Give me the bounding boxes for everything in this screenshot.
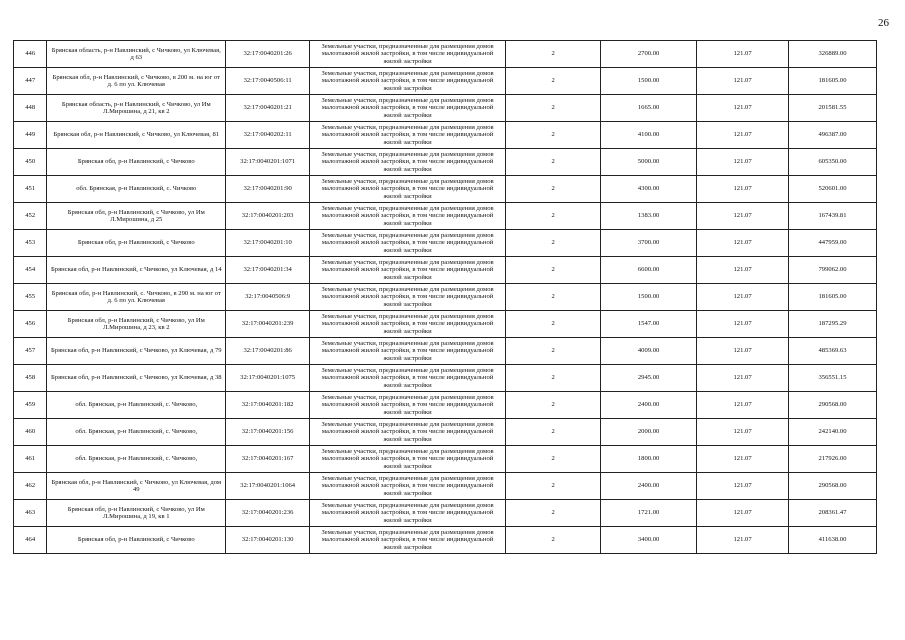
address-cell: обл. Брянская, р-н Навлинский, с. Чичково, (47, 392, 226, 419)
row-number-cell: 450 (14, 149, 47, 176)
row-number-cell: 462 (14, 473, 47, 500)
row-number-cell: 448 (14, 95, 47, 122)
row-number-cell: 451 (14, 176, 47, 203)
specific-value-cell: 121.07 (697, 446, 789, 473)
area-cell: 4009.00 (601, 338, 697, 365)
specific-value-cell: 121.07 (697, 203, 789, 230)
area-cell: 3400.00 (601, 527, 697, 554)
row-number-cell: 449 (14, 122, 47, 149)
permitted-use-cell: Земельные участки, предназначенные для размещения домов малоэтажной жилой застройки, в том числе индивидуальной жилой застройки (310, 284, 506, 311)
category-cell: 2 (506, 311, 601, 338)
cadastral-value-cell: 242140.00 (789, 419, 877, 446)
address-cell: Брянская обл, р-н Навлинский, с Чичково, ул Ключевая, 81 (47, 122, 226, 149)
table-row (14, 500, 877, 527)
permitted-use-cell: Земельные участки, предназначенные для размещения домов малоэтажной жилой застройки, в том числе индивидуальной жилой застройки (310, 527, 506, 554)
table-row (14, 473, 877, 500)
permitted-use-cell: Земельные участки, предназначенные для размещения домов малоэтажной жилой застройки, в том числе индивидуальной жилой застройки (310, 122, 506, 149)
table-row (14, 284, 877, 311)
cadastral-number-cell: 32:17:0040506:11 (226, 68, 310, 95)
specific-value-cell: 121.07 (697, 284, 789, 311)
permitted-use-cell: Земельные участки, предназначенные для размещения домов малоэтажной жилой застройки, в том числе индивидуальной жилой застройки (310, 446, 506, 473)
address-cell: Брянская обл, р-н Навлинский, с Чичково, ул Ключевая, д 38 (47, 365, 226, 392)
permitted-use-cell: Земельные участки, предназначенные для размещения домов малоэтажной жилой застройки, в том числе индивидуальной жилой застройки (310, 257, 506, 284)
row-number-cell: 453 (14, 230, 47, 257)
table-row (14, 365, 877, 392)
row-number-cell: 447 (14, 68, 47, 95)
permitted-use-cell: Земельные участки, предназначенные для размещения домов малоэтажной жилой застройки, в том числе индивидуальной жилой застройки (310, 473, 506, 500)
address-cell: Брянская обл, р-н Навлинский, с Чичково, в 200 м. на юг от д. 6 по ул. Ключевая (47, 68, 226, 95)
permitted-use-cell: Земельные участки, предназначенные для размещения домов малоэтажной жилой застройки, в том числе индивидуальной жилой застройки (310, 95, 506, 122)
cadastral-number-cell: 32:17:0040201:239 (226, 311, 310, 338)
address-cell: обл. Брянская, р-н Навлинский, с. Чичково, (47, 419, 226, 446)
cadastral-number-cell: 32:17:0040201:1075 (226, 365, 310, 392)
table-row (14, 419, 877, 446)
cadastral-value-cell: 290568.00 (789, 473, 877, 500)
address-cell: Брянская обл, р-н Навлинский, с Чичково, ул Ключевая, д 14 (47, 257, 226, 284)
category-cell: 2 (506, 284, 601, 311)
cadastral-value-cell: 290568.00 (789, 392, 877, 419)
cadastral-value-cell: 485369.63 (789, 338, 877, 365)
permitted-use-cell: Земельные участки, предназначенные для размещения домов малоэтажной жилой застройки, в том числе индивидуальной жилой застройки (310, 41, 506, 68)
area-cell: 2945.00 (601, 365, 697, 392)
table-row (14, 446, 877, 473)
permitted-use-cell: Земельные участки, предназначенные для размещения домов малоэтажной жилой застройки, в том числе индивидуальной жилой застройки (310, 365, 506, 392)
specific-value-cell: 121.07 (697, 68, 789, 95)
permitted-use-cell: Земельные участки, предназначенные для размещения домов малоэтажной жилой застройки, в том числе индивидуальной жилой застройки (310, 203, 506, 230)
cadastral-value-cell: 167439.81 (789, 203, 877, 230)
row-number-cell: 455 (14, 284, 47, 311)
address-cell: Брянская обл, р-н Навлинский, с Чичково, ул Им Л.Мирошина, д 23, кв 2 (47, 311, 226, 338)
category-cell: 2 (506, 95, 601, 122)
cadastral-number-cell: 32:17:0040201:86 (226, 338, 310, 365)
table-row (14, 311, 877, 338)
specific-value-cell: 121.07 (697, 95, 789, 122)
cadastral-number-cell: 32:17:0040506:9 (226, 284, 310, 311)
area-cell: 2400.00 (601, 473, 697, 500)
row-number-cell: 454 (14, 257, 47, 284)
address-cell: Брянская обл, р-н Навлинский, с Чичково, ул Ключевая, д 79 (47, 338, 226, 365)
cadastral-number-cell: 32:17:0040201:21 (226, 95, 310, 122)
cadastral-number-cell: 32:17:0040201:34 (226, 257, 310, 284)
table-row (14, 392, 877, 419)
category-cell: 2 (506, 122, 601, 149)
cadastral-value-cell: 496387.00 (789, 122, 877, 149)
cadastral-value-cell: 799062.00 (789, 257, 877, 284)
specific-value-cell: 121.07 (697, 473, 789, 500)
table-body (14, 41, 877, 554)
address-cell: обл. Брянская, р-н Навлинский, с. Чичково (47, 176, 226, 203)
address-cell: Брянская область, р-н Навлинский, с Чичково, ул Ключевая, д 63 (47, 41, 226, 68)
specific-value-cell: 121.07 (697, 365, 789, 392)
cadastral-value-cell: 181605.00 (789, 284, 877, 311)
table-row (14, 203, 877, 230)
cadastral-number-cell: 32:17:0040202:11 (226, 122, 310, 149)
specific-value-cell: 121.07 (697, 176, 789, 203)
cadastral-value-cell: 208361.47 (789, 500, 877, 527)
table-row (14, 149, 877, 176)
table-row (14, 176, 877, 203)
permitted-use-cell: Земельные участки, предназначенные для размещения домов малоэтажной жилой застройки, в том числе индивидуальной жилой застройки (310, 176, 506, 203)
address-cell: Брянская обл, р-н Навлинский, с Чичково (47, 149, 226, 176)
cadastral-value-cell: 181605.00 (789, 68, 877, 95)
address-cell: Брянская обл, р-н Навлинский, с Чичково, ул Им Л.Мирошина, д 25 (47, 203, 226, 230)
permitted-use-cell: Земельные участки, предназначенные для размещения домов малоэтажной жилой застройки, в том числе индивидуальной жилой застройки (310, 68, 506, 95)
category-cell: 2 (506, 365, 601, 392)
specific-value-cell: 121.07 (697, 500, 789, 527)
permitted-use-cell: Земельные участки, предназначенные для размещения домов малоэтажной жилой застройки, в том числе индивидуальной жилой застройки (310, 311, 506, 338)
area-cell: 3700.00 (601, 230, 697, 257)
table-row (14, 257, 877, 284)
area-cell: 1383.00 (601, 203, 697, 230)
cadastral-number-cell: 32:17:0040201:203 (226, 203, 310, 230)
permitted-use-cell: Земельные участки, предназначенные для размещения домов малоэтажной жилой застройки, в том числе индивидуальной жилой застройки (310, 149, 506, 176)
category-cell: 2 (506, 338, 601, 365)
cadastral-value-cell: 411638.00 (789, 527, 877, 554)
area-cell: 1721.00 (601, 500, 697, 527)
table-row (14, 95, 877, 122)
area-cell: 1800.00 (601, 446, 697, 473)
cadastral-value-cell: 326889.00 (789, 41, 877, 68)
permitted-use-cell: Земельные участки, предназначенные для размещения домов малоэтажной жилой застройки, в том числе индивидуальной жилой застройки (310, 338, 506, 365)
category-cell: 2 (506, 149, 601, 176)
address-cell: Брянская обл, р-н Навлинский, с Чичково, ул Ключевая, дом 49 (47, 473, 226, 500)
permitted-use-cell: Земельные участки, предназначенные для размещения домов малоэтажной жилой застройки, в том числе индивидуальной жилой застройки (310, 419, 506, 446)
address-cell: обл. Брянская, р-н Навлинский, с. Чичково, (47, 446, 226, 473)
area-cell: 2000.00 (601, 419, 697, 446)
area-cell: 1500.00 (601, 284, 697, 311)
category-cell: 2 (506, 473, 601, 500)
area-cell: 2700.00 (601, 41, 697, 68)
specific-value-cell: 121.07 (697, 122, 789, 149)
specific-value-cell: 121.07 (697, 527, 789, 554)
table-row (14, 230, 877, 257)
table-row (14, 338, 877, 365)
address-cell: Брянская обл, р-н Навлинский, с Чичково, ул Им Л.Мирошина, д 19, кв 1 (47, 500, 226, 527)
category-cell: 2 (506, 68, 601, 95)
category-cell: 2 (506, 230, 601, 257)
area-cell: 6600.00 (601, 257, 697, 284)
row-number-cell: 456 (14, 311, 47, 338)
permitted-use-cell: Земельные участки, предназначенные для размещения домов малоэтажной жилой застройки, в том числе индивидуальной жилой застройки (310, 230, 506, 257)
specific-value-cell: 121.07 (697, 311, 789, 338)
row-number-cell: 459 (14, 392, 47, 419)
category-cell: 2 (506, 446, 601, 473)
category-cell: 2 (506, 500, 601, 527)
specific-value-cell: 121.07 (697, 149, 789, 176)
category-cell: 2 (506, 527, 601, 554)
cadastral-value-cell: 187295.29 (789, 311, 877, 338)
cadastral-number-cell: 32:17:0040201:1064 (226, 473, 310, 500)
permitted-use-cell: Земельные участки, предназначенные для размещения домов малоэтажной жилой застройки, в том числе индивидуальной жилой застройки (310, 392, 506, 419)
category-cell: 2 (506, 419, 601, 446)
permitted-use-cell: Земельные участки, предназначенные для размещения домов малоэтажной жилой застройки, в том числе индивидуальной жилой застройки (310, 500, 506, 527)
area-cell: 4100.00 (601, 122, 697, 149)
area-cell: 5000.00 (601, 149, 697, 176)
cadastral-number-cell: 32:17:0040201:1071 (226, 149, 310, 176)
area-cell: 1547.00 (601, 311, 697, 338)
cadastral-value-cell: 217926.00 (789, 446, 877, 473)
cadastral-value-cell: 356551.15 (789, 365, 877, 392)
specific-value-cell: 121.07 (697, 41, 789, 68)
category-cell: 2 (506, 257, 601, 284)
row-number-cell: 457 (14, 338, 47, 365)
cadastral-number-cell: 32:17:0040201:236 (226, 500, 310, 527)
specific-value-cell: 121.07 (697, 257, 789, 284)
table-row (14, 527, 877, 554)
area-cell: 2400.00 (601, 392, 697, 419)
cadastral-number-cell: 32:17:0040201:130 (226, 527, 310, 554)
row-number-cell: 452 (14, 203, 47, 230)
area-cell: 1500.00 (601, 68, 697, 95)
table-row (14, 68, 877, 95)
cadastral-number-cell: 32:17:0040201:26 (226, 41, 310, 68)
land-parcel-table (13, 40, 877, 554)
specific-value-cell: 121.07 (697, 230, 789, 257)
address-cell: Брянская обл, р-н Навлинский, с Чичково (47, 527, 226, 554)
row-number-cell: 446 (14, 41, 47, 68)
category-cell: 2 (506, 41, 601, 68)
row-number-cell: 463 (14, 500, 47, 527)
cadastral-value-cell: 605350.00 (789, 149, 877, 176)
category-cell: 2 (506, 203, 601, 230)
cadastral-number-cell: 32:17:0040201:10 (226, 230, 310, 257)
row-number-cell: 460 (14, 419, 47, 446)
specific-value-cell: 121.07 (697, 419, 789, 446)
address-cell: Брянская обл, р-н Навлинский, с. Чичково, в 290 м. на юг от д. 6 по ул. Ключевая (47, 284, 226, 311)
category-cell: 2 (506, 392, 601, 419)
table-row (14, 122, 877, 149)
row-number-cell: 464 (14, 527, 47, 554)
table-row (14, 41, 877, 68)
row-number-cell: 458 (14, 365, 47, 392)
specific-value-cell: 121.07 (697, 392, 789, 419)
specific-value-cell: 121.07 (697, 338, 789, 365)
row-number-cell: 461 (14, 446, 47, 473)
address-cell: Брянская область, р-н Навлинский, с Чичково, ул Им Л.Мирошина, д 21, кв 2 (47, 95, 226, 122)
page-number: 26 (878, 17, 889, 29)
category-cell: 2 (506, 176, 601, 203)
cadastral-number-cell: 32:17:0040201:167 (226, 446, 310, 473)
cadastral-number-cell: 32:17:0040201:182 (226, 392, 310, 419)
cadastral-number-cell: 32:17:0040201:156 (226, 419, 310, 446)
cadastral-value-cell: 520601.00 (789, 176, 877, 203)
address-cell: Брянская обл, р-н Навлинский, с Чичково (47, 230, 226, 257)
area-cell: 1665.00 (601, 95, 697, 122)
area-cell: 4300.00 (601, 176, 697, 203)
cadastral-value-cell: 447959.00 (789, 230, 877, 257)
cadastral-value-cell: 201581.55 (789, 95, 877, 122)
cadastral-number-cell: 32:17:0040201:90 (226, 176, 310, 203)
